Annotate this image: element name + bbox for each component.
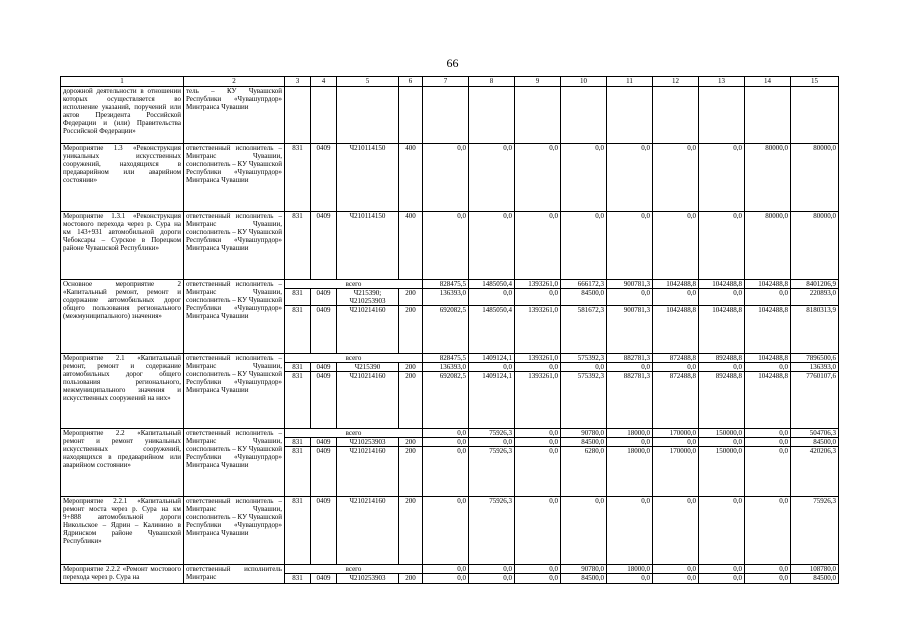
- value-cell: 420206,3: [791, 447, 839, 497]
- table-row: [61, 565, 839, 574]
- value-cell: 0,0: [423, 144, 469, 212]
- value-cell: 80000,0: [745, 212, 791, 280]
- value-cell: 136393,0: [423, 289, 469, 306]
- value-cell: 0,0: [607, 497, 653, 565]
- table-row: [61, 280, 839, 289]
- total-cell: 75926,3: [469, 429, 515, 438]
- responsible-executor: ответственный исполнитель – Минтранс Чувашии, соисполнитель – КУ Чувашской Республики «Чувашупрдор» Минтранса Чувашии: [184, 497, 285, 565]
- total-cell: 1042488,8: [699, 280, 745, 289]
- value-cell: 872488,8: [653, 372, 699, 429]
- total-cell: 0,0: [423, 429, 469, 438]
- value-cell: 8180313,9: [791, 306, 839, 354]
- value-cell: 150000,0: [699, 447, 745, 497]
- value-cell: 0,0: [607, 212, 653, 280]
- value-cell: 831: [285, 438, 311, 447]
- budget-table: [60, 76, 839, 584]
- value-cell: Ч210114150: [337, 144, 399, 212]
- total-cell: 90780,0: [561, 429, 607, 438]
- value-cell: Ч210253903: [337, 574, 399, 584]
- value-cell: 1042488,8: [745, 372, 791, 429]
- value-cell: 136393,0: [423, 363, 469, 372]
- total-cell: 0,0: [515, 565, 561, 574]
- col-header: 10: [561, 77, 607, 87]
- value-cell: 0409: [311, 289, 337, 306]
- value-cell: 1409124,1: [469, 372, 515, 429]
- value-cell: 0,0: [745, 447, 791, 497]
- value-cell: 0,0: [653, 363, 699, 372]
- header-row: [61, 77, 839, 87]
- measure-name: Мероприятие 1.3 «Реконструкция уникальных искусственных сооружений, находящихся в предаварийном или аварийном состоянии»: [61, 144, 184, 212]
- value-cell: 581672,3: [561, 306, 607, 354]
- total-cell: 108780,0: [791, 565, 839, 574]
- value-cell: 0,0: [561, 363, 607, 372]
- value-cell: 136393,0: [791, 363, 839, 372]
- value-cell: 0,0: [515, 438, 561, 447]
- value-cell: 0,0: [607, 289, 653, 306]
- value-cell: Ч210214160: [337, 497, 399, 565]
- col-header: 3: [285, 77, 311, 87]
- value-cell: 400: [399, 212, 423, 280]
- value-cell: 0,0: [469, 212, 515, 280]
- value-cell: 1393261,0: [515, 372, 561, 429]
- value-cell: 692082,5: [423, 306, 469, 354]
- table-row: [61, 429, 839, 438]
- measure-name: Мероприятие 2.2 «Капитальный ремонт и ремонт уникальных искусственных сооружений, находящихся в предаварийном или аварийном состоянии»: [61, 429, 184, 497]
- value-cell: 0,0: [699, 574, 745, 584]
- total-cell: 504706,3: [791, 429, 839, 438]
- value-cell: 0,0: [469, 363, 515, 372]
- total-label: всего: [285, 429, 423, 438]
- value-cell: 84500,0: [561, 574, 607, 584]
- measure-name: Мероприятие 1.3.1 «Реконструкция мостового перехода через р. Сура на км 143+931 автомобильной дороги Чебоксары – Сурское в Порецком районе Чувашской Республики»: [61, 212, 184, 280]
- col-header: 11: [607, 77, 653, 87]
- value-cell: 0,0: [515, 363, 561, 372]
- value-cell: 0409: [311, 497, 337, 565]
- value-cell: 200: [399, 289, 423, 306]
- value-cell: 80000,0: [791, 212, 839, 280]
- value-cell: 0,0: [653, 438, 699, 447]
- value-cell: 200: [399, 372, 423, 429]
- total-cell: 0,0: [423, 565, 469, 574]
- measure-name: Основное мероприятие 2 «Капитальный ремонт, ремонт и содержание автомобильных дорог общего пользования регионального (межмуниципального) значения»: [61, 280, 184, 354]
- total-cell: 900781,3: [607, 280, 653, 289]
- table-row: [61, 354, 839, 363]
- value-cell: 831: [285, 289, 311, 306]
- value-cell: 900781,3: [607, 306, 653, 354]
- total-cell: 0,0: [515, 429, 561, 438]
- value-cell: 200: [399, 574, 423, 584]
- col-header: 7: [423, 77, 469, 87]
- value-cell: 0,0: [653, 574, 699, 584]
- value-cell: 200: [399, 363, 423, 372]
- value-cell: 1485050,4: [469, 306, 515, 354]
- value-cell: 7760107,6: [791, 372, 839, 429]
- total-cell: 0,0: [699, 565, 745, 574]
- value-cell: 0,0: [607, 574, 653, 584]
- total-cell: 150000,0: [699, 429, 745, 438]
- total-label: всего: [285, 280, 423, 289]
- responsible-executor: тель – КУ Чувашской Республики «Чувашупрдор» Минтранса Чувашии: [184, 87, 285, 144]
- value-cell: 0409: [311, 574, 337, 584]
- total-cell: 170000,0: [653, 429, 699, 438]
- total-cell: 1485050,4: [469, 280, 515, 289]
- value-cell: 18000,0: [607, 447, 653, 497]
- value-cell: 200: [399, 497, 423, 565]
- value-cell: 0,0: [653, 497, 699, 565]
- value-cell: 84500,0: [561, 438, 607, 447]
- value-cell: 0409: [311, 363, 337, 372]
- col-header: 14: [745, 77, 791, 87]
- value-cell: Ч215390: [337, 363, 399, 372]
- value-cell: 1042488,8: [699, 306, 745, 354]
- value-cell: 6280,0: [561, 447, 607, 497]
- value-cell: 0,0: [423, 212, 469, 280]
- value-cell: 0,0: [653, 212, 699, 280]
- measure-name: Мероприятие 2.1 «Капитальный ремонт, ремонт и содержание автомобильных дорог общего пользования регионального, межмуниципального значения и искусственных сооружений на них»: [61, 354, 184, 429]
- value-cell: 0,0: [423, 438, 469, 447]
- value-cell: 0,0: [515, 574, 561, 584]
- value-cell: 0,0: [469, 438, 515, 447]
- table-row: [61, 497, 839, 565]
- total-cell: 872488,8: [653, 354, 699, 363]
- total-label: всего: [285, 565, 423, 574]
- value-cell: 0,0: [745, 363, 791, 372]
- value-cell: 0409: [311, 372, 337, 429]
- value-cell: 84500,0: [561, 289, 607, 306]
- value-cell: 882781,3: [607, 372, 653, 429]
- total-cell: 1409124,1: [469, 354, 515, 363]
- value-cell: 1393261,0: [515, 306, 561, 354]
- value-cell: 75926,3: [791, 497, 839, 565]
- value-cell: Ч215390; Ч210253903: [337, 289, 399, 306]
- table-row: [61, 212, 839, 280]
- col-header: 5: [337, 77, 399, 87]
- value-cell: 831: [285, 447, 311, 497]
- value-cell: 1042488,8: [745, 306, 791, 354]
- value-cell: Ч210214160: [337, 372, 399, 429]
- responsible-executor: ответственный исполнитель – Минтранс Чувашии, соисполнитель – КУ Чувашской Республики «Чувашупрдор» Минтранса Чувашии: [184, 212, 285, 280]
- value-cell: 0,0: [515, 289, 561, 306]
- col-header: 12: [653, 77, 699, 87]
- value-cell: 84500,0: [791, 438, 839, 447]
- table-row: [61, 144, 839, 212]
- measure-name: дорожной деятельности в отношении которых осуществляется во исполнение указаний, поручений или актов Президента Российской Федерации и (или) Правительства Российской Федерации»: [61, 87, 184, 144]
- total-cell: 1042488,8: [745, 280, 791, 289]
- value-cell: 0409: [311, 144, 337, 212]
- col-header: 1: [61, 77, 184, 87]
- col-header: 8: [469, 77, 515, 87]
- value-cell: 0,0: [515, 212, 561, 280]
- value-cell: 575392,3: [561, 372, 607, 429]
- value-cell: 0,0: [745, 438, 791, 447]
- total-cell: 882781,3: [607, 354, 653, 363]
- total-cell: 18000,0: [607, 429, 653, 438]
- value-cell: 0,0: [423, 574, 469, 584]
- value-cell: 0,0: [469, 574, 515, 584]
- col-header: 2: [184, 77, 285, 87]
- value-cell: Ч210253903: [337, 438, 399, 447]
- value-cell: 0,0: [653, 144, 699, 212]
- value-cell: 0,0: [561, 212, 607, 280]
- value-cell: 1042488,8: [653, 306, 699, 354]
- value-cell: 831: [285, 306, 311, 354]
- table-row: [61, 87, 839, 144]
- value-cell: 200: [399, 306, 423, 354]
- value-cell: 0,0: [561, 144, 607, 212]
- total-cell: 892488,8: [699, 354, 745, 363]
- value-cell: 0,0: [607, 363, 653, 372]
- total-cell: 0,0: [469, 565, 515, 574]
- value-cell: 0,0: [515, 447, 561, 497]
- responsible-executor: ответственный исполнитель – Минтранс Чувашии, соисполнитель – КУ Чувашской Республики «Чувашупрдор» Минтранса Чувашии: [184, 144, 285, 212]
- value-cell: Ч210214160: [337, 306, 399, 354]
- value-cell: 892488,8: [699, 372, 745, 429]
- value-cell: 80000,0: [791, 144, 839, 212]
- value-cell: 0,0: [469, 289, 515, 306]
- value-cell: 220893,0: [791, 289, 839, 306]
- value-cell: 0409: [311, 447, 337, 497]
- value-cell: 75926,3: [469, 497, 515, 565]
- total-cell: 18000,0: [607, 565, 653, 574]
- value-cell: 831: [285, 363, 311, 372]
- value-cell: 0,0: [699, 289, 745, 306]
- value-cell: 170000,0: [653, 447, 699, 497]
- col-header: 15: [791, 77, 839, 87]
- value-cell: 0,0: [699, 497, 745, 565]
- responsible-executor: ответственный исполнитель Минтранс: [184, 565, 285, 584]
- responsible-executor: ответственный исполнитель – Минтранс Чувашии, соисполнитель – КУ Чувашской Республики «Чувашупрдор» Минтранса Чувашии: [184, 280, 285, 354]
- value-cell: 400: [399, 144, 423, 212]
- value-cell: 0409: [311, 212, 337, 280]
- value-cell: 0,0: [699, 363, 745, 372]
- value-cell: 692082,5: [423, 372, 469, 429]
- value-cell: 0,0: [745, 289, 791, 306]
- value-cell: 0,0: [515, 144, 561, 212]
- total-cell: 1393261,0: [515, 354, 561, 363]
- total-cell: 0,0: [745, 429, 791, 438]
- value-cell: 200: [399, 438, 423, 447]
- value-cell: Ч210214160: [337, 447, 399, 497]
- value-cell: 0409: [311, 306, 337, 354]
- value-cell: 0,0: [469, 144, 515, 212]
- value-cell: 0409: [311, 438, 337, 447]
- total-cell: 0,0: [653, 565, 699, 574]
- measure-name: Мероприятие 2.2.2 «Ремонт мостового перехода через р. Сура на: [61, 565, 184, 584]
- value-cell: 84500,0: [791, 574, 839, 584]
- value-cell: 0,0: [515, 497, 561, 565]
- value-cell: 0,0: [653, 289, 699, 306]
- total-cell: 7896500,6: [791, 354, 839, 363]
- total-cell: 828475,5: [423, 354, 469, 363]
- total-cell: 1042488,8: [745, 354, 791, 363]
- total-cell: 90780,0: [561, 565, 607, 574]
- value-cell: 80000,0: [745, 144, 791, 212]
- total-cell: 8401206,9: [791, 280, 839, 289]
- total-cell: 575392,3: [561, 354, 607, 363]
- total-cell: 1042488,8: [653, 280, 699, 289]
- value-cell: 0,0: [561, 497, 607, 565]
- col-header: 6: [399, 77, 423, 87]
- value-cell: 75926,3: [469, 447, 515, 497]
- total-cell: 828475,5: [423, 280, 469, 289]
- value-cell: 831: [285, 144, 311, 212]
- measure-name: Мероприятие 2.2.1 «Капитальный ремонт моста через р. Сура на км 9+888 автомобильной дороги Никольское – Ядрин – Калинино в Ядринском районе Чувашской Республики»: [61, 497, 184, 565]
- value-cell: 0,0: [699, 212, 745, 280]
- value-cell: 0,0: [423, 447, 469, 497]
- value-cell: 0,0: [745, 574, 791, 584]
- value-cell: 0,0: [607, 144, 653, 212]
- col-header: 13: [699, 77, 745, 87]
- value-cell: 0,0: [423, 497, 469, 565]
- value-cell: 0,0: [607, 438, 653, 447]
- value-cell: 0,0: [699, 144, 745, 212]
- value-cell: Ч210114150: [337, 212, 399, 280]
- total-cell: 1393261,0: [515, 280, 561, 289]
- value-cell: 0,0: [745, 497, 791, 565]
- col-header: 4: [311, 77, 337, 87]
- total-cell: 0,0: [745, 565, 791, 574]
- value-cell: 200: [399, 447, 423, 497]
- total-cell: 666172,3: [561, 280, 607, 289]
- value-cell: 831: [285, 497, 311, 565]
- responsible-executor: ответственный исполнитель – Минтранс Чувашии, соисполнитель – КУ Чувашской Республики «Чувашупрдор» Минтранса Чувашии: [184, 429, 285, 497]
- value-cell: 831: [285, 212, 311, 280]
- page-number: 66: [446, 56, 459, 70]
- value-cell: 831: [285, 372, 311, 429]
- total-label: всего: [285, 354, 423, 363]
- col-header: 9: [515, 77, 561, 87]
- responsible-executor: ответственный исполнитель – Минтранс Чувашии, соисполнитель – КУ Чувашской Республики «Чувашупрдор» Минтранса Чувашии: [184, 354, 285, 429]
- value-cell: 0,0: [699, 438, 745, 447]
- value-cell: 831: [285, 574, 311, 584]
